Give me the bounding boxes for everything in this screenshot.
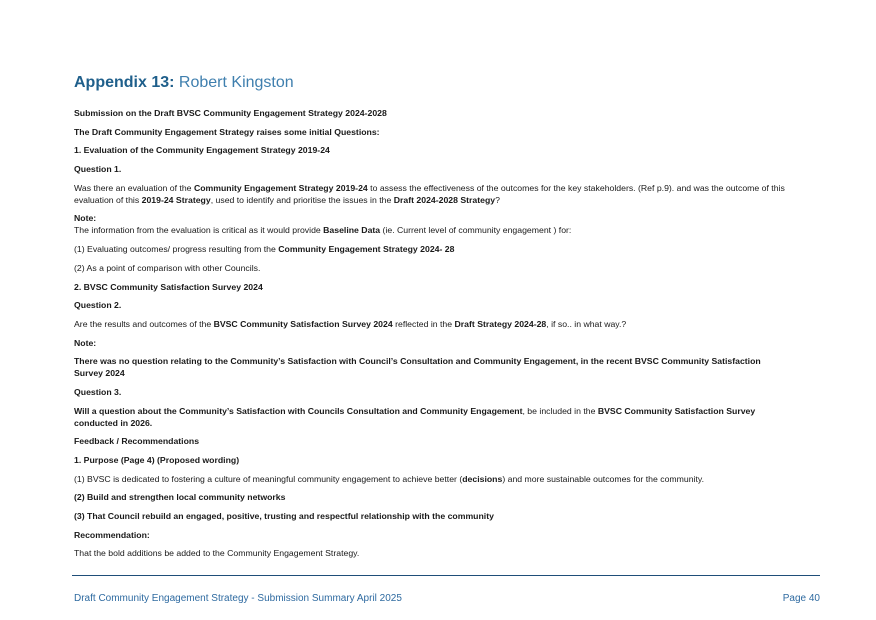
list-item-1: (1) Evaluating outcomes/ progress resulting from the Community Engagement Strategy 2024- 28 (74, 244, 455, 255)
footer-document-title: Draft Community Engagement Strategy - Submission Summary April 2025 (74, 593, 402, 604)
note-2-label: Note: (74, 337, 97, 348)
appendix-heading (74, 73, 294, 93)
appendix-number: 13: (151, 74, 175, 91)
submission-title: Submission on the Draft BVSC Community Engagement Strategy 2024-2028 (74, 108, 387, 118)
page-number: Page 40 (782, 593, 820, 604)
intro-line: The Draft Community Engagement Strategy raises some initial Questions: (74, 126, 380, 137)
question-2-text: Are the results and outcomes of the BVSC Community Satisfaction Survey 2024 reflected in the Draft Strategy 2024-28, if so.. in what way.? (74, 318, 627, 329)
question-2-label: Question 2. (74, 300, 122, 311)
footer-divider (72, 575, 820, 576)
appendix-label: Appendix (74, 74, 147, 91)
feedback-heading: Feedback / Recommendations (74, 436, 200, 447)
submitter-name: Robert Kingston (178, 74, 294, 91)
list-item-2: (2) As a point of comparison with other Councils. (74, 262, 261, 273)
purpose-item-2: (2) Build and strengthen local community networks (74, 492, 286, 503)
question-1-text: Was there an evaluation of the Community Engagement Strategy 2019-24 to assess the effectiveness of the outcomes for the key stakeholders. (Ref p.9). and was the outcome of this evaluation of this 2019-24 Strategy, used to identify and prioritise the issues in the Draft 2024-2028 Strategy? (74, 182, 785, 205)
recommendation-text: That the bold additions be added to the Community Engagement Strategy. (74, 548, 360, 559)
note-1-text: The information from the evaluation is critical as it would provide Baseline Data (ie. Current level of community engagement ) for: (74, 225, 572, 236)
note-2-text: There was no question relating to the Community’s Satisfaction with Council’s Consultation and Community Engagement, in the recent BVSC Community Satisfaction Survey 2024 (74, 356, 761, 379)
purpose-item-3: (3) That Council rebuild an engaged, positive, trusting and respectful relationship with the community (74, 511, 494, 522)
note-1 (74, 212, 792, 236)
question-1-label: Question 1. (74, 164, 122, 175)
note-1-label: Note: (74, 213, 97, 224)
section-1-heading: 1. Evaluation of the Community Engagement Strategy 2019-24 (74, 145, 330, 156)
section-2-heading: 2. BVSC Community Satisfaction Survey 2024 (74, 281, 263, 292)
recommendation-label: Recommendation: (74, 529, 150, 540)
question-3-text: Will a question about the Community’s Satisfaction with Councils Consultation and Community Engagement, be included in the BVSC Community Satisfaction Survey conducted in 2026. (74, 405, 756, 428)
question-3-label: Question 3. (74, 386, 122, 397)
purpose-heading: 1. Purpose (Page 4) (Proposed wording) (74, 455, 240, 465)
document-body (74, 107, 792, 566)
purpose-item-1: (1) BVSC is dedicated to fostering a culture of meaningful community engagement to achieve better (decisions) and more sustainable outcomes for the community. (74, 473, 705, 484)
